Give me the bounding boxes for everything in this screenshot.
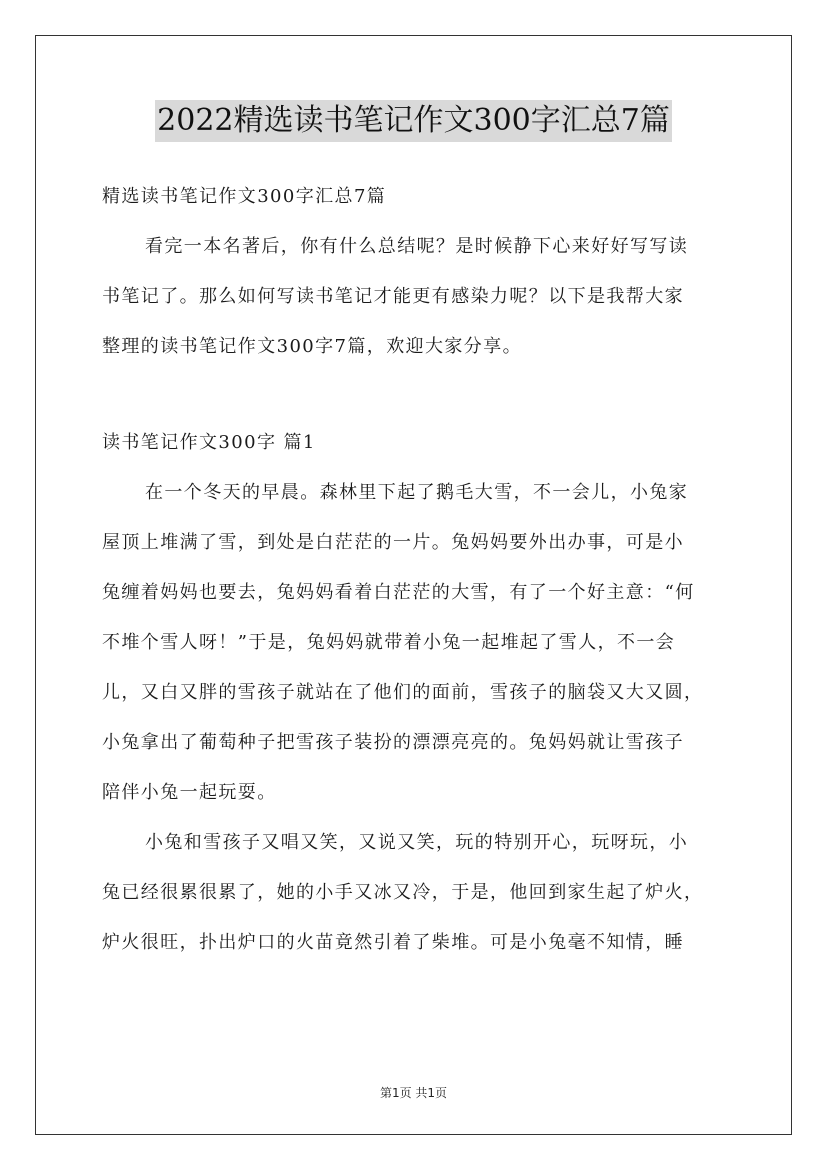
intro-line: 看完一本名著后，你有什么总结呢？是时候静下心来好好写写读	[145, 236, 689, 257]
paragraph-1	[102, 468, 742, 818]
document-subtitle: 精选读书笔记作文300字汇总7篇	[102, 186, 387, 207]
paragraph-line: 小兔拿出了葡萄种子把雪孩子装扮的漂漂亮亮的。兔妈妈就让雪孩子	[102, 732, 684, 753]
paragraph-line: 兔缠着妈妈也要去，兔妈妈看着白茫茫的大雪，有了一个好主意：“何	[102, 582, 695, 603]
paragraph-line: 陪伴小兔一起玩耍。	[102, 782, 277, 803]
paragraph-line: 不堆个雪人呀！”于是，兔妈妈就带着小兔一起堆起了雪人，不一会	[102, 632, 676, 653]
paragraph-line: 兔已经很累很累了，她的小手又冰又冷，于是，他回到家生起了炉火，	[102, 882, 704, 903]
paragraph-line: 屋顶上堆满了雪，到处是白茫茫的一片。兔妈妈要外出办事，可是小	[102, 532, 684, 553]
paragraph-line: 小兔和雪孩子又唱又笑，又说又笑，玩的特别开心，玩呀玩，小	[145, 832, 689, 853]
paragraph-line: 炉火很旺，扑出炉口的火苗竟然引着了柴堆。可是小兔毫不知情，睡	[102, 932, 684, 953]
page-number: 第1页 共1页	[379, 1086, 448, 1100]
intro-line: 整理的读书笔记作文300字7篇，欢迎大家分享。	[102, 336, 523, 357]
document-title: 2022精选读书笔记作文300字汇总7篇	[155, 100, 672, 142]
paragraph-line: 儿，又白又胖的雪孩子就站在了他们的面前，雪孩子的脑袋又大又圆，	[102, 682, 704, 703]
title-container	[0, 100, 827, 142]
document-body	[102, 172, 742, 968]
intro-line: 书笔记了。那么如何写读书笔记才能更有感染力呢？以下是我帮大家	[102, 286, 684, 307]
page-footer	[0, 1084, 827, 1101]
paragraph-2	[102, 818, 742, 968]
paragraph-line: 在一个冬天的早晨。森林里下起了鹅毛大雪，不一会儿，小兔家	[145, 482, 689, 503]
intro-paragraph	[102, 222, 742, 372]
section-heading: 读书笔记作文300字 篇1	[102, 432, 316, 453]
